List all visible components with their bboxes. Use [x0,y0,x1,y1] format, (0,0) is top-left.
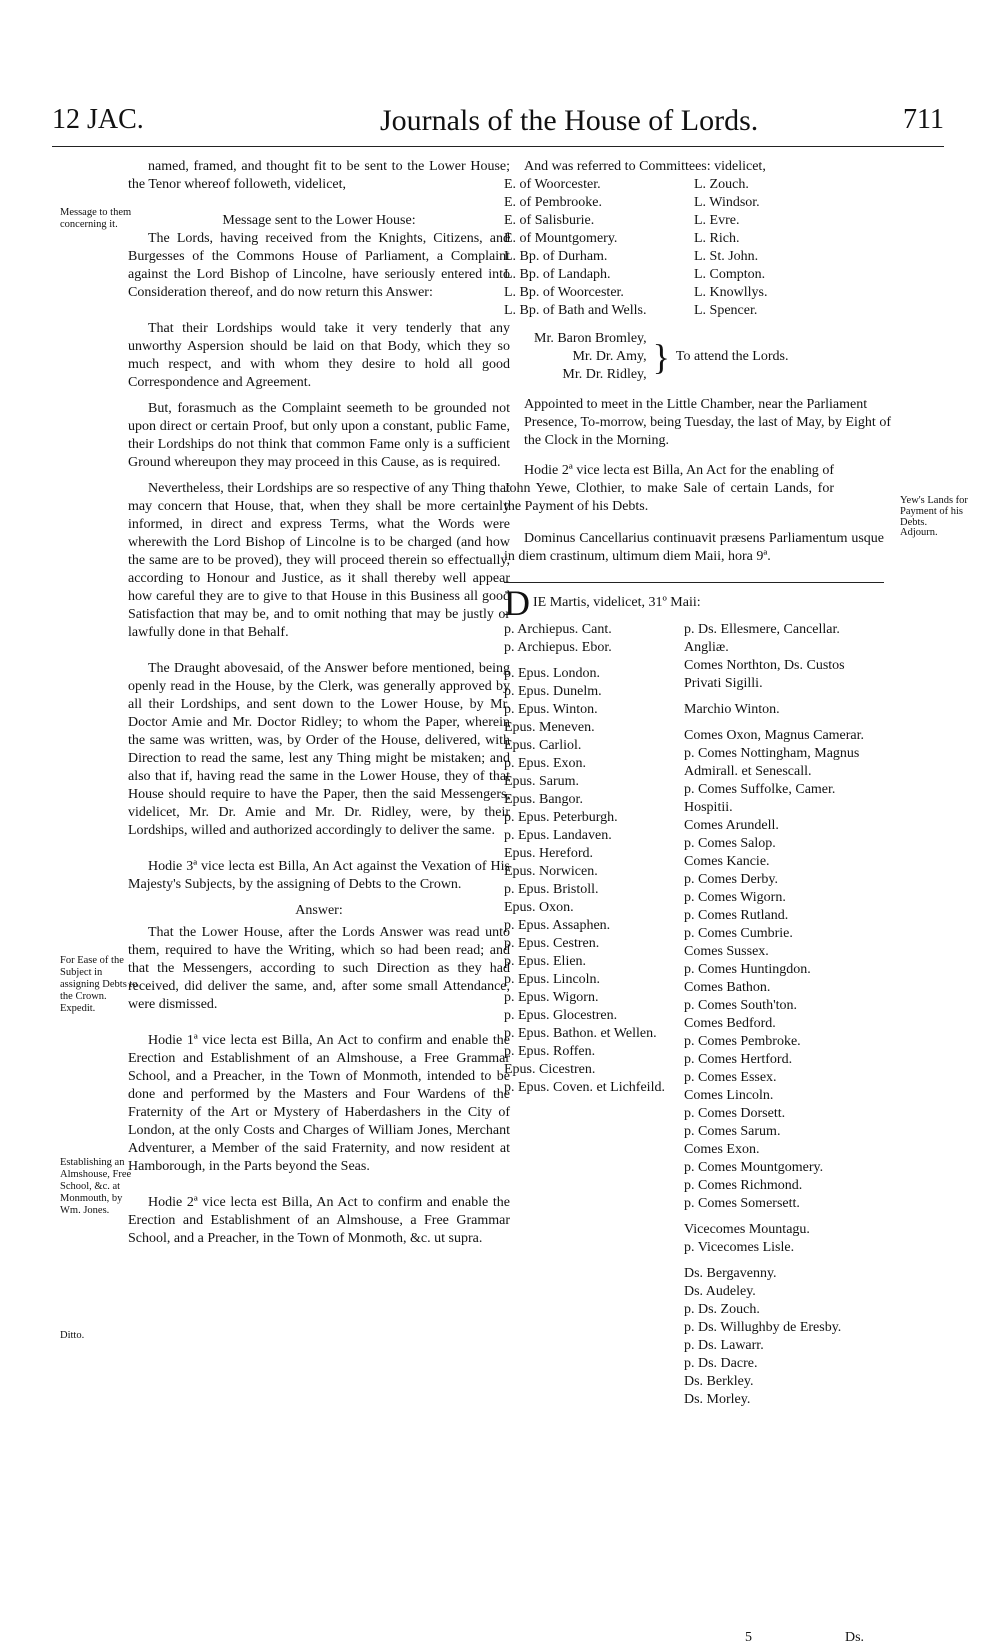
attendance-lords [674,621,884,1409]
attendant-name: Mr. Baron Bromley, [534,331,647,346]
paragraph-answer: That the Lower House, after the Lords Answer was read unto them, required to have the Writing, which so had been read; and that the Messengers, according to such Direction as they had received, did deliver the same, and, after some small Attendance, were dismissed. [128,925,510,1012]
attendance-entry: Comes Oxon, Magnus Camerar. [684,728,865,743]
margin-note-message: Message to them concerning it. [60,207,132,230]
attendance-entry: p. Comes Rutland. [684,908,789,923]
committee-member: L. Bp. of Landaph. [504,267,611,282]
committee-member: L. Zouch. [694,177,749,192]
committee-member: E. of Salisburie. [504,213,595,228]
date-heading: IE Martis, videlicet, 31º Maii: [533,595,701,610]
attendance-entry: p. Comes Nottingham, Magnus Admirall. et Senescall. [684,746,860,779]
attendance-entry: p. Comes Somersett. [684,1196,800,1211]
attendance-entry: Epus. Carliol. [504,738,582,753]
committee-member: L. Bp. of Durham. [504,249,608,264]
attendance-entry [684,1257,884,1265]
committee-member: L. Compton. [694,267,766,282]
committee-member: E. of Pembrooke. [504,195,602,210]
attendance-bishops [504,621,674,1409]
attendance-entry: p. Comes Wigorn. [684,890,786,905]
margin-note-adjourn: Adjourn. [900,527,938,538]
attendance-entry: p. Epus. Exon. [504,756,587,771]
attendance-entry: Epus. Hereford. [504,846,594,861]
attendance-entry: Comes Bedford. [684,1016,776,1031]
reign-label: 12 JAC. [52,104,144,135]
attendance-entry: p. Epus. Elien. [504,954,587,969]
attendance-entry [504,657,674,665]
committee-member: L. Windsor. [694,195,760,210]
paragraph-tenderly: That their Lordships would take it very tenderly that any unworthy Aspersion should be laid on that Body, which they so much respect, and with whom they desire to hold all good Correspondence and Agreement. [128,321,510,390]
attendance-entry: Comes Northton, Ds. Custos Privati Sigilli. [684,658,845,691]
attendance-entry: p. Epus. Roffen. [504,1044,596,1059]
attendance-entry: p. Comes Huntingdon. [684,962,811,977]
committee-member: E. of Mountgomery. [504,231,618,246]
attendance-entry: Epus. Norwicen. [504,864,598,879]
message-heading: Message sent to the Lower House: [222,213,416,228]
paragraph-almshouse-2: Hodie 2ª vice lecta est Billa, An Act to confirm and enable the Erection and Establishment of an Almshouse, a Free Grammar School, and a Preacher, in the Town of Monmoth, &c. ut supra. [128,1195,510,1246]
page-header [52,104,944,144]
committee-member: L. Bp. of Bath and Wells. [504,303,647,318]
attendance-entry: p. Comes Dorsett. [684,1106,786,1121]
attendance-entry: p. Epus. Peterburgh. [504,810,618,825]
attendance-entry: p. Comes Derby. [684,872,778,887]
attendance-list [504,621,894,1409]
attendance-entry: p. Epus. Lincoln. [504,972,601,987]
attendance-entry: p. Epus. Wigorn. [504,990,599,1005]
attendance-entry: Ds. Morley. [684,1392,751,1407]
right-column [504,158,894,1409]
attendance-entry: p. Epus. Dunelm. [504,684,602,699]
margin-note-for-ease: For Ease of the Subject in assigning Debts to the Crown. Expedit. [60,955,138,1014]
attendance-entry: Ds. Berkley. [684,1374,754,1389]
committees-heading: And was referred to Committees: videlicet, [524,159,766,174]
attendance-entry [684,693,884,701]
attendance-entry: Epus. Sarum. [504,774,580,789]
attendance-entry: p. Comes Pembroke. [684,1034,801,1049]
attendance-entry: p. Ds. Ellesmere, Cancellar. Angliæ. [684,622,840,655]
committee-member: L. Bp. of Woorcester. [504,285,624,300]
attendance-entry: p. Ds. Willughby de Eresby. [684,1320,842,1335]
paragraph-adjourn: Dominus Cancellarius continuavit præsens Parliamentum usque in diem crastinum, ultimum diem Maii, hora 9ª. [504,531,884,564]
committee-member: L. St. John. [694,249,759,264]
margin-note-almshouse: Establishing an Almshouse, Free School, &c. at Monmouth, by Wm. Jones. [60,1157,132,1216]
attendance-entry: Vicecomes Mountagu. [684,1222,810,1237]
brace: } [652,337,670,377]
attendance-entry: p. Epus. Assaphen. [504,918,611,933]
committee-member: L. Evre. [694,213,740,228]
committee-member: E. of Woorcester. [504,177,601,192]
attendance-entry: p. Comes Hertford. [684,1052,793,1067]
attendance-entry: p. Comes Suffolke, Camer. Hospitii. [684,782,836,815]
answer-heading: Answer: [295,903,343,918]
attendance-entry: Comes Bathon. [684,980,771,995]
attendance-entry: Comes Lincoln. [684,1088,774,1103]
committees-list [504,176,894,320]
attendance-entry: Comes Sussex. [684,944,769,959]
attendance-entry: p. Epus. Landaven. [504,828,612,843]
paragraph-forasmuch: But, forasmuch as the Complaint seemeth to be grounded not upon direct or certain Proof, but only upon a constant, public Fame, their Lordships do not think that common Fame only is a sufficient Ground whereupon they may proceed in this Cause, as is required. [128,401,510,470]
paragraph-vexation: Hodie 3ª vice lecta est Billa, An Act against the Vexation of His Majesty's Subjects, by the assigning of Debts to the Crown. [128,859,510,892]
attendance-entry: Comes Arundell. [684,818,779,833]
attendance-entry: p. Comes Salop. [684,836,776,851]
committees-lords [694,176,874,320]
attendant-name: Mr. Dr. Amy, [572,349,647,364]
left-column [128,158,510,1248]
header-rule [52,146,944,147]
committee-member: L. Spencer. [694,303,758,318]
margin-note-yew: Yew's Lands for Payment of his Debts. [900,495,968,528]
paragraph-yew: Hodie 2ª vice lecta est Billa, An Act for the enabling of John Yewe, Clothier, to make Sale of certain Lands, for the Payment of his Debts. [504,463,834,514]
attendance-entry: p. Comes South'ton. [684,998,797,1013]
attendance-entry: p. Archiepus. Ebor. [504,640,612,655]
attendance-entry: p. Ds. Zouch. [684,1302,760,1317]
attendance-entry: p. Epus. London. [504,666,601,681]
committee-member: L. Rich. [694,231,740,246]
paragraph-message: The Lords, having received from the Knights, Citizens, and Burgesses of the Commons House of Parliament, a Complaint against the Lord Bishop of Lincolne, have seriously entered into Consideration thereof, and do now return this Answer: [128,231,510,300]
attendant-name: Mr. Dr. Ridley, [562,367,647,382]
committee-member: L. Knowllys. [694,285,768,300]
attendance-entry: p. Archiepus. Cant. [504,622,612,637]
appointed-note: Appointed to meet in the Little Chamber, near the Parliament Presence, To-morrow, being Tuesday, the last of May, by Eight of the Clock in the Morning. [524,397,891,448]
attendance-entry: Ds. Bergavenny. [684,1266,777,1281]
paragraph-nevertheless: Nevertheless, their Lordships are so respective of any Thing that may concern that House, that, when they shall be more certainly informed, in direct and express Terms, what the Words were wherewith the Lord Bishop of Lincolne is to be charged (and how the same are to be proved), they will proceed therein so effectually, according to Honour and Justice, as it shall thereby well appear how careful they are to give to that House in this Business all good Satisfaction that may be, and to omit nothing that may be justly or lawfully done in that Behalf. [128,481,510,640]
attendance-entry: Comes Kancie. [684,854,770,869]
attendance-entry: Epus. Bangor. [504,792,583,807]
attendance-entry: p. Comes Mountgomery. [684,1160,824,1175]
signature-mark: 5 [745,1630,752,1645]
attendance-entry: p. Epus. Glocestren. [504,1008,618,1023]
attendance-entry [684,719,884,727]
attendance-entry: Epus. Meneven. [504,720,595,735]
catchword: Ds. [845,1630,865,1645]
attendance-entry: p. Epus. Bristoll. [504,882,599,897]
margin-note-ditto: Ditto. [60,1330,85,1341]
attendance-entry: Epus. Oxon. [504,900,574,915]
attendance-entry: p. Epus. Cestren. [504,936,600,951]
attend-names [534,330,647,384]
attendance-entry: p. Comes Richmond. [684,1178,803,1193]
attendance-entry: Epus. Cicestren. [504,1062,596,1077]
paragraph-almshouse: Hodie 1ª vice lecta est Billa, An Act to confirm and enable the Erection and Establishment of an Almshouse, a Free Grammar School, and a Preacher, in the Town of Monmoth, intended to be done and performed by the Masters and Four Wardens of the Fraternity of the Art or Mystery of Haberdashers in the City of London, at the only Costs and Charges of William Jones, Merchant Adventurer, a Member of the said Fraternity, and now resident at Hamborough, in the Parts beyond the Seas. [128,1033,510,1174]
attendance-entry: p. Ds. Dacre. [684,1356,758,1371]
page-number: 711 [903,104,944,135]
drop-cap: D [504,587,530,619]
attendance-entry: Comes Exon. [684,1142,760,1157]
attendance-entry: p. Vicecomes Lisle. [684,1240,795,1255]
attendance-entry: p. Ds. Lawarr. [684,1338,764,1353]
attendance-entry: p. Comes Sarum. [684,1124,781,1139]
attendance-entry: Marchio Winton. [684,702,780,717]
attendance-entry: p. Epus. Coven. et Lichfeild. [504,1080,665,1095]
attendance-entry: p. Comes Cumbrie. [684,926,793,941]
attendance-entry: p. Epus. Winton. [504,702,598,717]
page-title: Journals of the House of Lords. [380,104,759,137]
attendance-entry: p. Epus. Bathon. et Wellen. [504,1026,657,1041]
committees-earls-bishops [504,176,694,320]
paragraph-draught: The Draught abovesaid, of the Answer before mentioned, being openly read in the House, by the Clerk, was generally approved by all their Lordships, and sent down to the Lower House, by Mr. Doctor Amie and Mr. Doctor Ridley; to whom the Paper, wherein the same was written, was, by Order of the House, delivered, with Direction to read the same, lest any Thing might be mistaken; and also that if, having read the same in the Lower House, they of that House should require to have the Paper, then the said Messengers, videlicet, Mr. Dr. Amie and Mr. Dr. Ridley, were, by their Lordships, willed and authorized accordingly to deliver the same. [128,661,510,838]
attend-block [504,330,894,384]
attend-label: To attend the Lords. [675,349,789,364]
paragraph-intro: named, framed, and thought fit to be sent to the Lower House; the Tenor whereof followeth, videlicet, [128,159,510,192]
attendance-entry [684,1213,884,1221]
attendance-entry: Ds. Audeley. [684,1284,756,1299]
attendance-entry: p. Comes Essex. [684,1070,777,1085]
